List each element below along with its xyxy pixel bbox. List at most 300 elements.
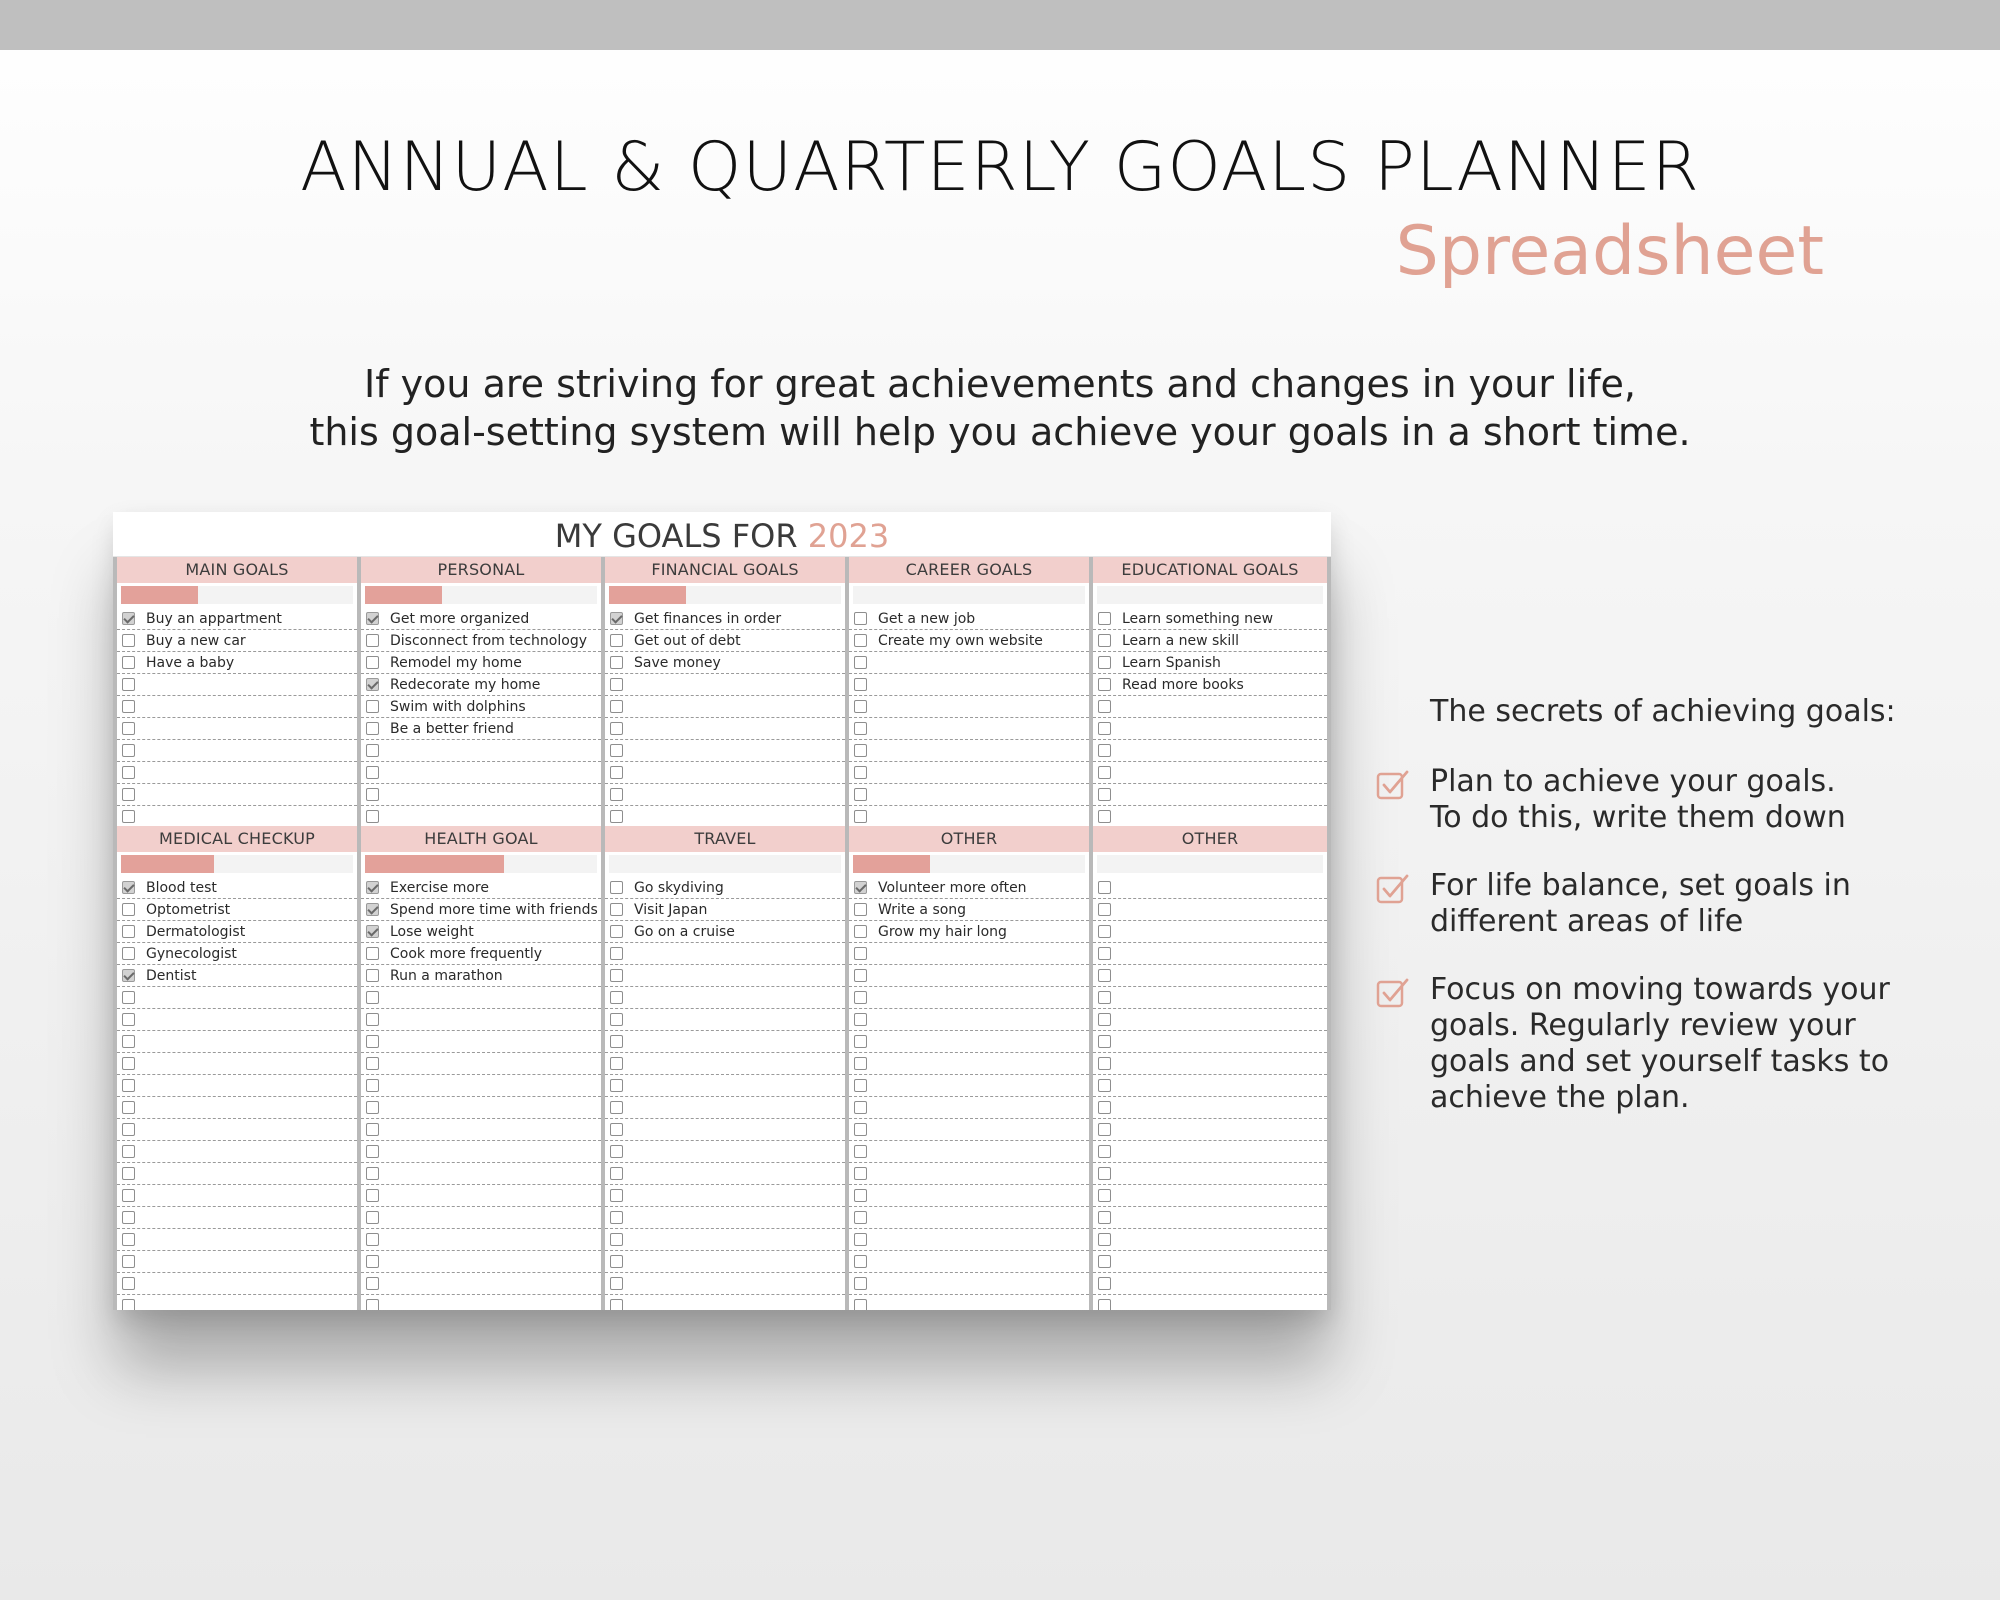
tip-1-text xyxy=(1430,764,1970,836)
goal-item xyxy=(849,1031,1089,1053)
goal-checkbox[interactable] xyxy=(610,678,623,691)
goal-checkbox[interactable] xyxy=(366,969,379,982)
goal-item xyxy=(605,877,845,899)
goal-checkbox[interactable] xyxy=(1098,969,1111,982)
goal-checkbox[interactable] xyxy=(610,1101,623,1114)
tip-2-line-2: different areas of life xyxy=(1430,904,1744,939)
goal-checkbox[interactable] xyxy=(854,1101,867,1114)
goal-checkbox[interactable] xyxy=(366,788,379,801)
progress-bar xyxy=(1097,586,1323,604)
goal-checkbox[interactable] xyxy=(122,722,135,735)
goal-checkbox[interactable] xyxy=(1098,1277,1111,1290)
goal-checkbox[interactable] xyxy=(366,1299,379,1310)
goal-item xyxy=(361,696,601,718)
goal-checkbox[interactable] xyxy=(366,810,379,823)
goal-checkbox[interactable] xyxy=(366,766,379,779)
secrets-heading: The secrets of achieving goals: xyxy=(1430,694,1896,729)
goal-checkbox[interactable] xyxy=(122,903,135,916)
goal-checkbox[interactable] xyxy=(1098,1079,1111,1092)
goal-checkbox[interactable] xyxy=(122,881,135,894)
goal-item xyxy=(849,1185,1089,1207)
goal-checkbox[interactable] xyxy=(610,612,623,625)
goal-checkbox[interactable] xyxy=(1098,991,1111,1004)
goal-item xyxy=(361,1229,601,1251)
goal-item xyxy=(117,762,357,784)
goal-checkbox[interactable] xyxy=(366,1123,379,1136)
goal-item xyxy=(605,1295,845,1310)
goal-checkbox[interactable] xyxy=(610,1277,623,1290)
goal-label[interactable]: Be a better friend xyxy=(390,720,514,737)
goal-item xyxy=(1093,806,1327,828)
goal-checkbox[interactable] xyxy=(854,700,867,713)
goal-label[interactable]: Learn a new skill xyxy=(1122,632,1240,649)
goal-item xyxy=(117,1009,357,1031)
goal-checkbox[interactable] xyxy=(1098,700,1111,713)
goal-column-0-2 xyxy=(601,557,845,826)
goal-checkbox[interactable] xyxy=(854,1057,867,1070)
goal-item xyxy=(605,630,845,652)
goal-item xyxy=(605,674,845,696)
goal-checkbox[interactable] xyxy=(366,1233,379,1246)
goal-item xyxy=(849,1053,1089,1075)
goal-checkbox[interactable] xyxy=(1098,1211,1111,1224)
goal-checkbox[interactable] xyxy=(1098,1013,1111,1026)
goal-checkbox[interactable] xyxy=(366,678,379,691)
goal-item xyxy=(361,877,601,899)
goal-label[interactable]: Gynecologist xyxy=(146,945,237,962)
goal-checkbox[interactable] xyxy=(854,1123,867,1136)
goal-item xyxy=(1093,1053,1327,1075)
quarterly-goals-row xyxy=(113,826,1331,1310)
goal-checkbox[interactable] xyxy=(610,1167,623,1180)
goal-column-1-3 xyxy=(845,826,1089,1310)
goal-item xyxy=(117,696,357,718)
goal-checkbox[interactable] xyxy=(366,1211,379,1224)
goal-label[interactable]: Lose weight xyxy=(390,923,474,940)
tip-2-text xyxy=(1430,868,1970,940)
goal-checkbox[interactable] xyxy=(1098,1123,1111,1136)
goal-label[interactable]: Get out of debt xyxy=(634,632,741,649)
goal-checkbox[interactable] xyxy=(366,1035,379,1048)
goal-item xyxy=(361,1207,601,1229)
column-header: MAIN GOALS xyxy=(117,557,357,583)
page-subtitle: Spreadsheet xyxy=(1395,212,1824,291)
goal-checkbox[interactable] xyxy=(610,634,623,647)
goal-checkbox[interactable] xyxy=(1098,881,1111,894)
goal-item xyxy=(361,1273,601,1295)
goal-checkbox[interactable] xyxy=(854,1079,867,1092)
goal-checkbox[interactable] xyxy=(610,744,623,757)
goal-item xyxy=(849,1207,1089,1229)
goal-checkbox[interactable] xyxy=(122,1189,135,1202)
goal-checkbox[interactable] xyxy=(854,1211,867,1224)
goal-checkbox[interactable] xyxy=(122,1035,135,1048)
goal-item xyxy=(117,718,357,740)
progress-bar xyxy=(1097,855,1323,873)
column-header: TRAVEL xyxy=(605,826,845,852)
column-header: OTHER xyxy=(849,826,1089,852)
goal-checkbox[interactable] xyxy=(122,788,135,801)
goal-checkbox[interactable] xyxy=(122,1123,135,1136)
goal-checkbox[interactable] xyxy=(122,947,135,960)
goal-label[interactable]: Get more organized xyxy=(390,610,530,627)
goal-checkbox[interactable] xyxy=(610,722,623,735)
goal-checkbox[interactable] xyxy=(122,1211,135,1224)
goal-checkbox[interactable] xyxy=(1098,766,1111,779)
goal-checkbox[interactable] xyxy=(610,700,623,713)
goal-item xyxy=(1093,1141,1327,1163)
goal-item xyxy=(605,652,845,674)
goal-item xyxy=(605,987,845,1009)
goal-checkbox[interactable] xyxy=(854,1189,867,1202)
column-header: FINANCIAL GOALS xyxy=(605,557,845,583)
goal-item xyxy=(1093,674,1327,696)
goal-checkbox[interactable] xyxy=(366,991,379,1004)
goal-item xyxy=(117,1185,357,1207)
goal-label[interactable]: Cook more frequently xyxy=(390,945,543,962)
goal-checkbox[interactable] xyxy=(854,947,867,960)
goal-item xyxy=(117,965,357,987)
goal-checkbox[interactable] xyxy=(366,1013,379,1026)
goal-checkbox[interactable] xyxy=(854,1145,867,1158)
goal-checkbox[interactable] xyxy=(610,788,623,801)
goal-checkbox[interactable] xyxy=(854,1233,867,1246)
progress-fill xyxy=(121,855,214,873)
goal-checkbox[interactable] xyxy=(122,1299,135,1310)
goal-label[interactable]: Save money xyxy=(634,654,721,671)
goal-checkbox[interactable] xyxy=(854,634,867,647)
goal-item xyxy=(849,762,1089,784)
goal-label[interactable]: Write a song xyxy=(878,901,967,918)
goal-checkbox[interactable] xyxy=(122,766,135,779)
goal-item xyxy=(117,1075,357,1097)
goal-checkbox[interactable] xyxy=(1098,634,1111,647)
goal-checkbox[interactable] xyxy=(854,969,867,982)
goal-checkbox[interactable] xyxy=(122,1145,135,1158)
goal-label[interactable]: Get a new job xyxy=(878,610,976,627)
goal-label[interactable]: Disconnect from technology xyxy=(390,632,587,649)
goal-item xyxy=(117,877,357,899)
goal-checkbox[interactable] xyxy=(366,1277,379,1290)
goal-checkbox[interactable] xyxy=(366,1101,379,1114)
goal-item xyxy=(849,608,1089,630)
goal-item xyxy=(1093,1075,1327,1097)
goal-label[interactable]: Learn something new xyxy=(1122,610,1274,627)
goal-checkbox[interactable] xyxy=(1098,903,1111,916)
goal-label[interactable]: Have a baby xyxy=(146,654,235,671)
goal-item xyxy=(117,1207,357,1229)
goal-label[interactable]: Swim with dolphins xyxy=(390,698,526,715)
goal-item xyxy=(361,965,601,987)
goal-checkbox[interactable] xyxy=(610,1299,623,1310)
progress-bar xyxy=(121,855,353,873)
progress-bar xyxy=(609,586,841,604)
goal-item xyxy=(361,899,601,921)
goal-checkbox[interactable] xyxy=(1098,656,1111,669)
goal-checkbox[interactable] xyxy=(610,925,623,938)
goal-item xyxy=(849,1251,1089,1273)
goal-item xyxy=(605,965,845,987)
goal-checkbox[interactable] xyxy=(854,1167,867,1180)
goal-label[interactable]: Remodel my home xyxy=(390,654,522,671)
goal-item xyxy=(605,1163,845,1185)
goal-item xyxy=(1093,1295,1327,1310)
goal-item xyxy=(361,630,601,652)
goal-checkbox[interactable] xyxy=(1098,1299,1111,1310)
goal-label[interactable]: Read more books xyxy=(1122,676,1244,693)
goal-checkbox[interactable] xyxy=(366,925,379,938)
goal-checkbox[interactable] xyxy=(854,678,867,691)
goal-checkbox[interactable] xyxy=(122,810,135,823)
goal-checkbox[interactable] xyxy=(1098,788,1111,801)
goal-checkbox[interactable] xyxy=(366,1057,379,1070)
goal-checkbox[interactable] xyxy=(1098,1057,1111,1070)
goal-checkbox[interactable] xyxy=(610,1035,623,1048)
goal-item xyxy=(361,1295,601,1310)
goal-label[interactable]: Buy a new car xyxy=(146,632,246,649)
goal-item xyxy=(117,987,357,1009)
goal-item xyxy=(605,806,845,828)
goal-checkbox[interactable] xyxy=(122,678,135,691)
goal-checkbox[interactable] xyxy=(854,1035,867,1048)
goal-label[interactable]: Dentist xyxy=(146,967,197,984)
progress-bar xyxy=(853,855,1085,873)
goal-checkbox[interactable] xyxy=(610,810,623,823)
goal-checkbox[interactable] xyxy=(122,925,135,938)
goal-item xyxy=(361,608,601,630)
goal-checkbox[interactable] xyxy=(1098,1189,1111,1202)
goal-checkbox[interactable] xyxy=(610,881,623,894)
goal-checkbox[interactable] xyxy=(854,903,867,916)
goal-label[interactable]: Grow my hair long xyxy=(878,923,1007,940)
goal-item xyxy=(849,1163,1089,1185)
goal-checkbox[interactable] xyxy=(1098,1167,1111,1180)
goal-label[interactable]: Volunteer more often xyxy=(878,879,1027,896)
goal-checkbox[interactable] xyxy=(610,1057,623,1070)
goal-checkbox[interactable] xyxy=(854,722,867,735)
goal-checkbox[interactable] xyxy=(1098,947,1111,960)
goal-checkbox[interactable] xyxy=(122,612,135,625)
goal-checkbox[interactable] xyxy=(366,722,379,735)
goal-checkbox[interactable] xyxy=(122,1167,135,1180)
goal-checkbox[interactable] xyxy=(366,1079,379,1092)
goal-item xyxy=(849,630,1089,652)
goal-item xyxy=(361,1185,601,1207)
goal-checkbox[interactable] xyxy=(610,1123,623,1136)
goal-column-0-0 xyxy=(113,557,357,826)
goal-checkbox[interactable] xyxy=(610,903,623,916)
goal-item xyxy=(849,1273,1089,1295)
goal-item xyxy=(117,674,357,696)
goal-checkbox[interactable] xyxy=(854,1255,867,1268)
goal-checkbox[interactable] xyxy=(854,810,867,823)
goal-checkbox[interactable] xyxy=(122,1057,135,1070)
goal-item xyxy=(117,806,357,828)
goal-label[interactable]: Redecorate my home xyxy=(390,676,541,693)
goal-item xyxy=(605,1031,845,1053)
goal-checkbox[interactable] xyxy=(610,1255,623,1268)
goal-checkbox[interactable] xyxy=(122,1013,135,1026)
goal-checkbox[interactable] xyxy=(854,788,867,801)
goal-item xyxy=(361,652,601,674)
goal-checkbox[interactable] xyxy=(854,881,867,894)
goal-checkbox[interactable] xyxy=(122,1233,135,1246)
goals-spreadsheet xyxy=(113,512,1331,1310)
goal-item xyxy=(361,1119,601,1141)
goal-checkbox[interactable] xyxy=(1098,678,1111,691)
goal-label[interactable]: Visit Japan xyxy=(634,901,708,918)
goal-checkbox[interactable] xyxy=(610,766,623,779)
goal-checkbox[interactable] xyxy=(366,903,379,916)
goal-checkbox[interactable] xyxy=(366,881,379,894)
goal-item xyxy=(361,1251,601,1273)
goal-checkbox[interactable] xyxy=(366,744,379,757)
goal-item xyxy=(1093,899,1327,921)
goal-checkbox[interactable] xyxy=(122,700,135,713)
goal-item xyxy=(1093,718,1327,740)
goal-item xyxy=(605,1053,845,1075)
goal-checkbox[interactable] xyxy=(366,656,379,669)
goal-checkbox[interactable] xyxy=(122,634,135,647)
goal-checkbox[interactable] xyxy=(1098,722,1111,735)
goal-label[interactable]: Learn Spanish xyxy=(1122,654,1221,671)
goal-item xyxy=(849,696,1089,718)
sheet-title-year: 2023 xyxy=(807,517,890,555)
goal-item xyxy=(361,1009,601,1031)
goal-checkbox[interactable] xyxy=(122,1277,135,1290)
goal-label[interactable]: Blood test xyxy=(146,879,217,896)
goal-checkbox[interactable] xyxy=(610,1189,623,1202)
top-bar xyxy=(0,0,2000,50)
progress-fill xyxy=(365,586,442,604)
page-title: ANNUAL & QUARTERLY GOALS PLANNER xyxy=(300,128,1700,207)
goal-label[interactable]: Go skydiving xyxy=(634,879,724,896)
goal-checkbox[interactable] xyxy=(122,1079,135,1092)
goal-checkbox[interactable] xyxy=(610,1013,623,1026)
goal-checkbox[interactable] xyxy=(854,766,867,779)
goal-checkbox[interactable] xyxy=(122,969,135,982)
goal-label[interactable]: Create my own website xyxy=(878,632,1043,649)
goal-label[interactable]: Spend more time with friends xyxy=(390,901,598,918)
goal-checkbox[interactable] xyxy=(366,1189,379,1202)
goal-checkbox[interactable] xyxy=(1098,810,1111,823)
goal-checkbox[interactable] xyxy=(122,1101,135,1114)
goal-checkbox[interactable] xyxy=(854,925,867,938)
goal-item xyxy=(605,943,845,965)
goal-checkbox[interactable] xyxy=(366,634,379,647)
goal-label[interactable]: Run a marathon xyxy=(390,967,503,984)
goal-item xyxy=(117,1163,357,1185)
goal-column-1-1 xyxy=(357,826,601,1310)
goal-item xyxy=(849,806,1089,828)
goal-item xyxy=(605,899,845,921)
goal-item xyxy=(117,1031,357,1053)
goal-checkbox[interactable] xyxy=(1098,744,1111,757)
goal-item xyxy=(361,943,601,965)
goal-item xyxy=(849,1075,1089,1097)
goal-checkbox[interactable] xyxy=(1098,1255,1111,1268)
goal-checkbox[interactable] xyxy=(122,1255,135,1268)
goal-checkbox[interactable] xyxy=(610,969,623,982)
goal-checkbox[interactable] xyxy=(854,1299,867,1310)
goal-checkbox[interactable] xyxy=(854,991,867,1004)
goal-checkbox[interactable] xyxy=(366,1145,379,1158)
goal-item xyxy=(117,1119,357,1141)
goal-item xyxy=(361,1053,601,1075)
goal-label[interactable]: Exercise more xyxy=(390,879,489,896)
goal-checkbox[interactable] xyxy=(854,744,867,757)
goal-checkbox[interactable] xyxy=(366,1255,379,1268)
goal-item xyxy=(361,784,601,806)
goal-checkbox[interactable] xyxy=(854,1277,867,1290)
goal-checkbox[interactable] xyxy=(610,991,623,1004)
goal-item xyxy=(361,1075,601,1097)
goal-checkbox[interactable] xyxy=(1098,612,1111,625)
goal-checkbox[interactable] xyxy=(366,947,379,960)
goal-checkbox[interactable] xyxy=(366,1167,379,1180)
goal-checkbox[interactable] xyxy=(854,656,867,669)
intro-line-2: this goal-setting system will help you achieve your goals in a short time. xyxy=(309,410,1691,454)
goal-item xyxy=(1093,1251,1327,1273)
goal-checkbox[interactable] xyxy=(610,947,623,960)
goal-checkbox[interactable] xyxy=(1098,1035,1111,1048)
goal-item xyxy=(849,1119,1089,1141)
tip-3-line-4: achieve the plan. xyxy=(1430,1080,1690,1115)
goal-label[interactable]: Buy an appartment xyxy=(146,610,282,627)
goal-item xyxy=(1093,1273,1327,1295)
goal-item xyxy=(1093,652,1327,674)
goal-label[interactable]: Dermatologist xyxy=(146,923,246,940)
goal-checkbox[interactable] xyxy=(1098,1233,1111,1246)
column-header: PERSONAL xyxy=(361,557,601,583)
goal-checkbox[interactable] xyxy=(1098,925,1111,938)
goal-checkbox[interactable] xyxy=(610,1145,623,1158)
goal-checkbox[interactable] xyxy=(122,991,135,1004)
goal-checkbox[interactable] xyxy=(610,1079,623,1092)
goal-item xyxy=(1093,1031,1327,1053)
goal-label[interactable]: Optometrist xyxy=(146,901,231,918)
goal-checkbox[interactable] xyxy=(366,700,379,713)
goal-column-0-1 xyxy=(357,557,601,826)
goal-item xyxy=(1093,943,1327,965)
goal-checkbox[interactable] xyxy=(122,744,135,757)
tip-2 xyxy=(1430,868,1970,940)
goal-label[interactable]: Go on a cruise xyxy=(634,923,735,940)
goal-checkbox[interactable] xyxy=(854,1013,867,1026)
progress-fill xyxy=(365,855,504,873)
goal-item xyxy=(849,943,1089,965)
goal-checkbox[interactable] xyxy=(854,612,867,625)
goal-column-1-4 xyxy=(1089,826,1331,1310)
goal-checkbox[interactable] xyxy=(610,1211,623,1224)
goal-checkbox[interactable] xyxy=(122,656,135,669)
goal-item xyxy=(117,784,357,806)
goal-checkbox[interactable] xyxy=(610,656,623,669)
goal-item xyxy=(361,1031,601,1053)
goal-item xyxy=(605,740,845,762)
goal-item xyxy=(1093,740,1327,762)
goal-item xyxy=(605,784,845,806)
goal-label[interactable]: Get finances in order xyxy=(634,610,782,627)
goal-item xyxy=(605,1075,845,1097)
goal-checkbox[interactable] xyxy=(1098,1145,1111,1158)
goal-item xyxy=(1093,1163,1327,1185)
goal-checkbox[interactable] xyxy=(610,1233,623,1246)
goal-item xyxy=(361,674,601,696)
goal-checkbox[interactable] xyxy=(366,612,379,625)
goal-checkbox[interactable] xyxy=(1098,1101,1111,1114)
goal-item xyxy=(361,1141,601,1163)
